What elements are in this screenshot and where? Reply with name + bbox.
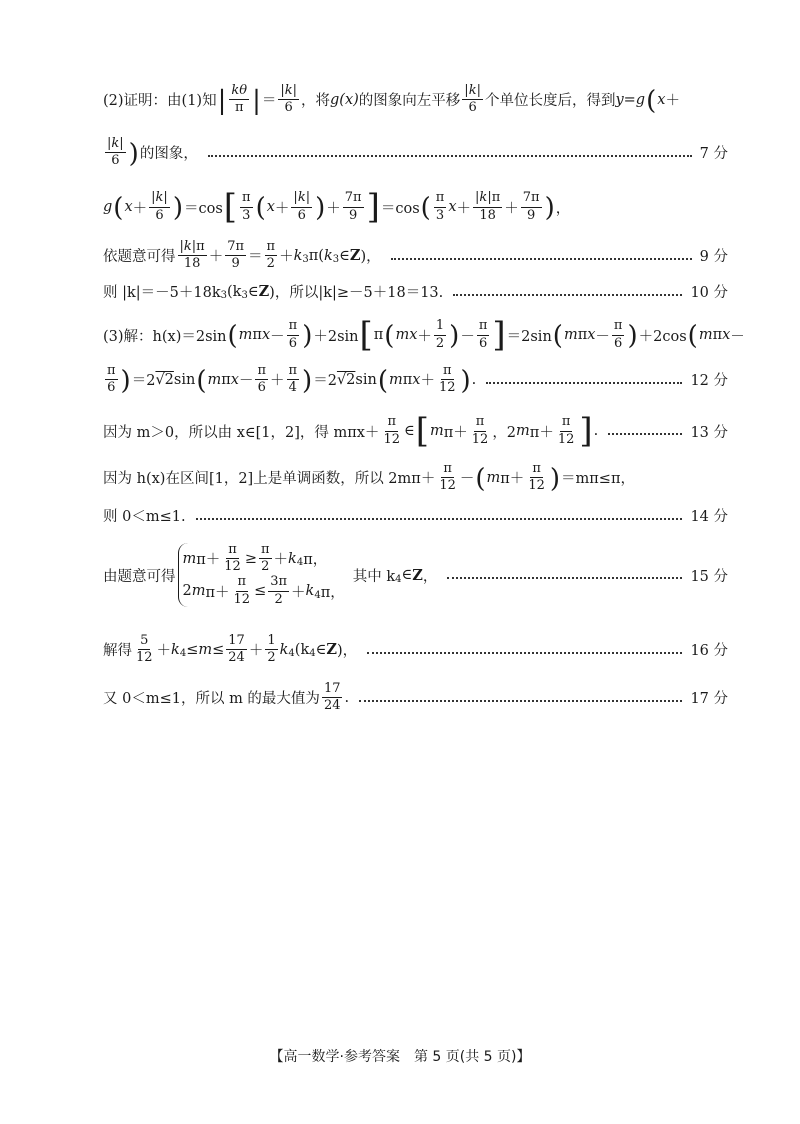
- page-footer: 【高一数学·参考答案 第 5 页(共 5 页)】: [269, 1049, 531, 1065]
- fraction-abs-k-over-6: $\frac{|k|}{6}$: [280, 83, 298, 116]
- line-inequality-system: 由题意可得 m π＋ $\frac{\pi}{12}$ ≥ $\frac{\pi}{2}$ ＋ k 4 π， 2 m π＋ $\frac{\pi}{12}$ ≤ $\frac{3\pi}{2}$ ＋ k 4 π， 其中 k 4 ∈ Z ， 15 分: [103, 542, 728, 607]
- inequality-system: m π＋ $\frac{\pi}{12}$ ≥ $\frac{\pi}{2}$ ＋ k 4 π， 2 m π＋ $\frac{\pi}{12}$ ≤ $\frac{3\pi}{2}$ ＋ k 4 π，: [178, 543, 345, 607]
- dot-leader: [391, 258, 692, 260]
- line-condition: 依题意可得 $\frac{|k|\pi}{18}$ ＋ $\frac{7\pi}{9}$ ＝ $\frac{\pi}{2}$ ＋ k 3 π( k 3 ∈ Z )， 9 分: [103, 239, 728, 272]
- score-label: 10 分: [690, 285, 728, 301]
- text: ，: [422, 568, 438, 585]
- dot-leader: [359, 700, 682, 702]
- score-label: 13 分: [690, 424, 728, 441]
- dot-leader: [196, 518, 683, 520]
- text: 则 |k|＝－5＋18k: [103, 285, 221, 301]
- text: )，: [336, 643, 358, 660]
- text: y=g: [615, 91, 646, 108]
- line-range: 因为 m＞0，所以由 x∈[1，2]，得 mπx＋ $\frac{\pi}{12}$ ∈ [ m π＋ $\frac{\pi}{12}$ ，2 m π＋ $\frac{\pi}{12}$ ] . 13 分: [103, 411, 728, 451]
- dot-leader: [453, 294, 682, 296]
- text: (k: [227, 283, 242, 300]
- text: ，将: [301, 93, 331, 110]
- text: Z: [326, 641, 337, 659]
- text: (3)解：h(x)＝2sin: [103, 328, 227, 345]
- dot-leader: [608, 433, 682, 435]
- text: Z: [258, 283, 270, 300]
- score-label: 12 分: [690, 373, 728, 390]
- line-h-definition: (3)解：h(x)＝2sin ( m π x － $\frac{\pi}{6}$ ) ＋2sin [ π ( mx ＋ $\frac{1}{2}$ ) － $\frac{\pi}{6}$ ] ＝2sin ( m π x － $\frac{\pi}{6}$ ) ＋2cos ( m π x －: [103, 315, 745, 355]
- text: 因为 m＞0，所以由 x∈[1，2]，得 mπx＋: [103, 424, 380, 441]
- text: 的图象，: [139, 146, 198, 163]
- score-label: 16 分: [690, 643, 728, 660]
- score-label: 9 分: [699, 249, 728, 266]
- dot-leader: [447, 577, 682, 579]
- text: ＝mπ≤π，: [561, 471, 635, 488]
- dot-leader: [208, 155, 692, 157]
- text: (2)证明：由(1)知: [103, 93, 217, 110]
- score-label: 15 分: [690, 568, 728, 585]
- text: ∈: [247, 283, 259, 300]
- text: 其中 k: [352, 568, 396, 585]
- line-conclusion: 又 0＜m≤1，所以 m 的最大值为 $\frac{17}{24}$ . 17 分: [103, 681, 728, 714]
- text: )，所以|k|≥－5＋18＝13.: [269, 285, 444, 301]
- text: ∈: [315, 641, 327, 658]
- text: ∈: [401, 567, 413, 583]
- text: (k: [294, 641, 310, 658]
- text: 个单位长度后，得到: [484, 93, 616, 110]
- line-solution: 解得 $\frac{5}{12}$ ＋ k 4 ≤ m ≤ $\frac{17}{24}$ ＋ $\frac{1}{2}$ k 4 (k 4 ∈ Z )， 16 分: [103, 633, 728, 666]
- text: 解得: [103, 643, 132, 660]
- text: 因为 h(x)在区间[1，2]上是单调函数，所以 2mπ＋: [103, 471, 436, 488]
- line-m-range: [103, 505, 728, 526]
- text: 的图象向左平移: [358, 93, 461, 110]
- text: g(x): [330, 91, 359, 108]
- score-label: 7 分: [699, 146, 728, 163]
- fraction-k-theta-over-pi: $\frac{k\theta}{\pi}$: [231, 83, 248, 116]
- fraction-abs-k-over-6: $\frac{|k|}{6}$: [464, 83, 481, 116]
- score-label: 14 分: [690, 509, 728, 525]
- text: 又 0＜m≤1，所以 m 的最大值为: [103, 691, 320, 708]
- text: Z: [412, 566, 423, 584]
- line-h-simplified: $\frac{\pi}{6}$ ) ＝2 √2 sin ( m π x － $\frac{\pi}{6}$ ＋ $\frac{\pi}{4}$ ) ＝2 √2 sin ( m π x ＋ $\frac{\pi}{12}$ ) . 12 分: [107, 363, 728, 396]
- text: 则 0＜m≤1.: [103, 509, 186, 525]
- line-graph-result: $\frac{|k|}{6}$ ) 的图象， 7 分: [107, 136, 728, 169]
- line-proof-intro: (2)证明：由(1)知 | $\frac{k\theta}{\pi}$ | ＝ $\frac{|k|}{6}$ ，将 g(x) 的图象向左平移 $\frac{|k|}{6}$ 个单位长度后，得到 y=g ( x ＋: [103, 83, 680, 116]
- fraction-abs-k-over-6: $\frac{|k|}{6}$: [107, 136, 124, 169]
- dot-leader: [367, 652, 682, 654]
- line-g-expansion: g ( x ＋ $\frac{|k|}{6}$ ) ＝cos [ $\frac{\pi}{3}$ ( x ＋ $\frac{|k|}{6}$ ) ＋ $\frac{7\pi}{9}$ ] ＝cos ( $\frac{\pi}{3}$ x ＋ $\frac{|k|\pi}{18}$ ＋ $\frac{7\pi}{9}$ ) ，: [103, 187, 571, 227]
- dot-leader: [486, 382, 682, 384]
- line-monotonic: 因为 h(x)在区间[1，2]上是单调函数，所以 2mπ＋ $\frac{\pi}{12}$ － ( m π＋ $\frac{\pi}{12}$ ) ＝mπ≤π，: [103, 461, 635, 494]
- line-k-bound: 则 |k|＝－5＋18k 3 (k 3 ∈ Z )，所以|k|≥－5＋18＝13. 10 分: [103, 283, 728, 301]
- score-label: 17 分: [690, 691, 728, 708]
- text: 依题意可得: [103, 249, 176, 266]
- text: 由题意可得: [103, 568, 176, 585]
- text: .: [344, 689, 350, 706]
